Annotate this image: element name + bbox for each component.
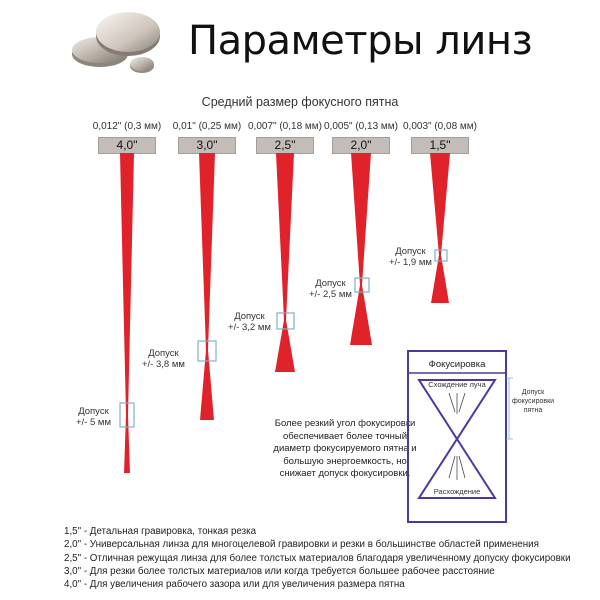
spot-size-label: 0,007" (0,18 мм) xyxy=(247,121,323,132)
tolerance-label: Допуск +/- 1,9 мм xyxy=(389,246,432,268)
focal-length-box: 2,5" xyxy=(256,137,314,154)
diverge-label: Расхождение xyxy=(433,487,481,496)
legend-item: 3,0" - Для резки более толстых материалов или когда требуется большее рабочее расстояние xyxy=(64,565,495,577)
laser-beam xyxy=(351,153,371,285)
spot-size-label: 0,012" (0,3 мм) xyxy=(92,121,162,132)
tolerance-label: Допуск +/- 3,8 мм xyxy=(142,348,185,370)
laser-beam xyxy=(124,415,130,473)
page-title: Параметры линз xyxy=(188,18,533,64)
focal-length-box: 2,0" xyxy=(332,137,390,154)
explanation-note: Более резкий угол фокусировки обеспечивает более точный диаметр фокусируемого пятна и большую энергоемкость, но снижает допуск фокусировки. xyxy=(273,418,417,479)
focus-tolerance-label-2: фокусировки xyxy=(511,398,555,405)
focus-tolerance-label-1: Допуск xyxy=(521,389,545,396)
legend-item: 2,0" - Универсальная линза для многоцелевой гравировки и резки в большинстве областей применения xyxy=(64,539,539,551)
laser-beam xyxy=(199,153,215,350)
laser-beam xyxy=(350,285,372,345)
focus-diagram-title: Фокусировка xyxy=(428,359,486,370)
spot-size-label: 0,01" (0,25 мм) xyxy=(172,121,242,132)
legend-item: 1,5" - Детальная гравировка, тонкая резка xyxy=(64,526,257,537)
legend-item: 4,0" - Для увеличения рабочего зазора или для увеличения размера пятна xyxy=(64,579,405,591)
focus-tolerance-label-3: пятна xyxy=(523,407,543,414)
page-subtitle: Средний размер фокусного пятна xyxy=(201,95,399,109)
focus-diagram xyxy=(405,348,555,526)
tolerance-label: Допуск +/- 5 мм xyxy=(76,406,111,428)
lens-legend xyxy=(64,525,571,591)
focal-length-box: 3,0" xyxy=(178,137,236,154)
laser-beam xyxy=(120,153,134,415)
spot-size-label: 0,005" (0,13 мм) xyxy=(323,121,399,132)
focal-length-box: 4,0" xyxy=(98,137,156,154)
laser-beam xyxy=(276,153,294,320)
converge-label: Схождение луча xyxy=(428,380,486,389)
laser-beam xyxy=(431,255,449,303)
focal-length-box: 1,5" xyxy=(411,137,469,154)
laser-beam xyxy=(275,320,295,372)
spot-size-label: 0,003" (0,08 мм) xyxy=(402,121,478,132)
legend-item: 2,5" - Отличная режущая линза для более толстых материалов благодаря увеличенному допуску фокусировки xyxy=(64,552,571,564)
tolerance-label: Допуск +/- 2,5 мм xyxy=(309,278,352,300)
laser-beam xyxy=(430,153,450,255)
tolerance-label: Допуск +/- 3,2 мм xyxy=(228,311,271,333)
